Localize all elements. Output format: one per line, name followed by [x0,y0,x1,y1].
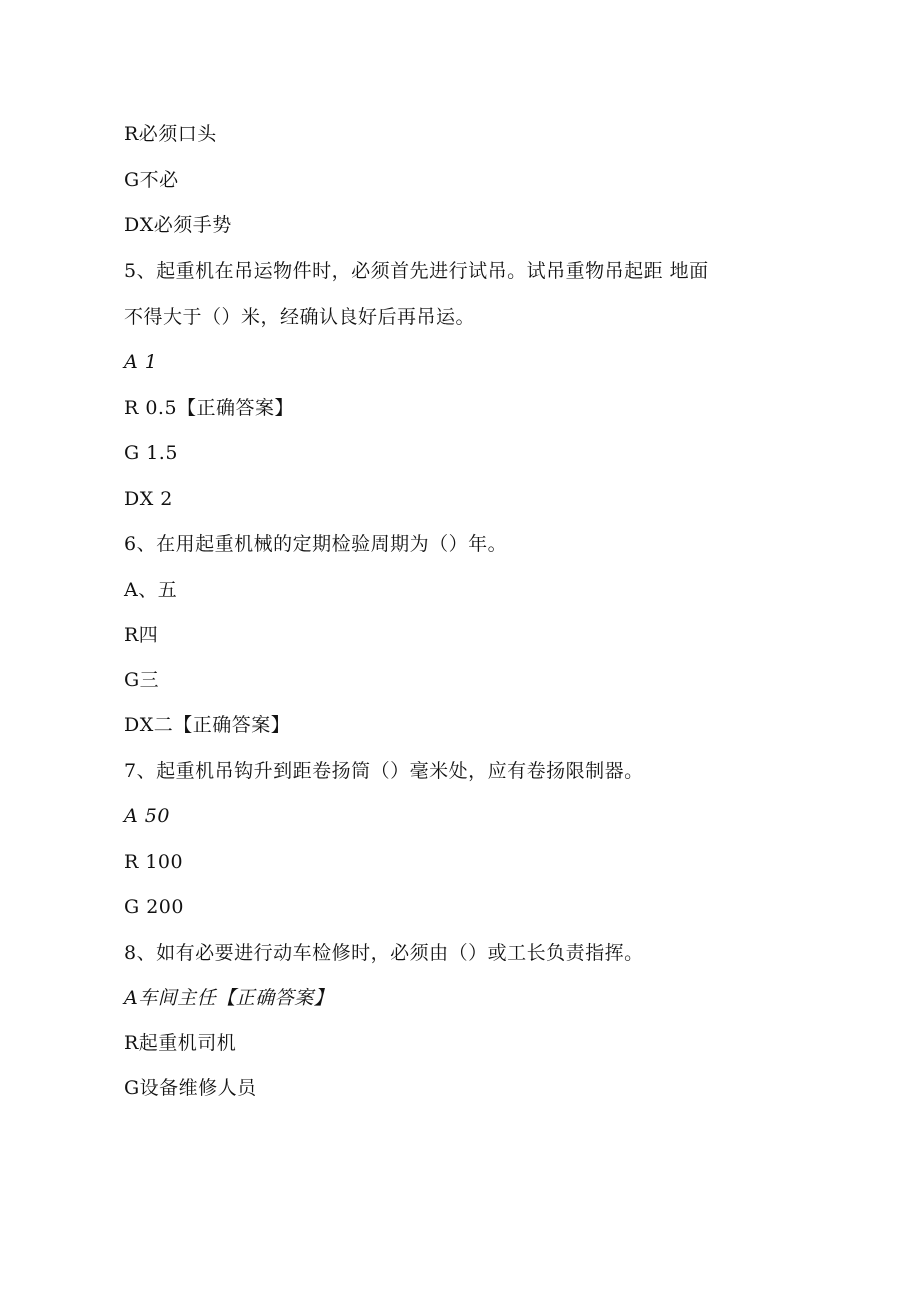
question-5-line-1: 5、起重机在吊运物件时，必须首先进行试吊。试吊重物吊起距 地面 [124,260,709,282]
option-a-q5: A 1 [124,351,158,373]
option-d-q6: DX二【正确答案】 [124,714,291,736]
question-8: 8、如有必要进行动车检修时，必须由（）或工长负责指挥。 [124,942,644,964]
question-6: 6、在用起重机械的定期检验周期为（）年。 [124,533,508,555]
option-b-q6: R四 [124,624,159,646]
option-b-q8: R起重机司机 [124,1032,237,1054]
option-a-q7: A 50 [124,805,170,827]
option-d-q4: DX必须手势 [124,214,232,236]
option-c-q7: G 200 [124,896,184,918]
option-b-q5: R 0.5【正确答案】 [124,397,295,419]
option-b-q4: R必须口头 [124,123,217,145]
option-c-q4: G不必 [124,169,179,191]
question-7: 7、起重机吊钩升到距卷扬筒（）毫米处，应有卷扬限制器。 [124,760,644,782]
option-b-q7: R 100 [124,851,184,873]
option-c-q8: G设备维修人员 [124,1077,257,1099]
option-c-q6: G三 [124,669,160,691]
option-c-q5: G 1.5 [124,442,178,464]
question-5-line-2: 不得大于（）米，经确认良好后再吊运。 [124,306,476,328]
option-a-q8: A车间主任【正确答案】 [124,987,334,1009]
option-d-q5: DX 2 [124,488,173,510]
option-a-q6: A、五 [124,579,178,601]
